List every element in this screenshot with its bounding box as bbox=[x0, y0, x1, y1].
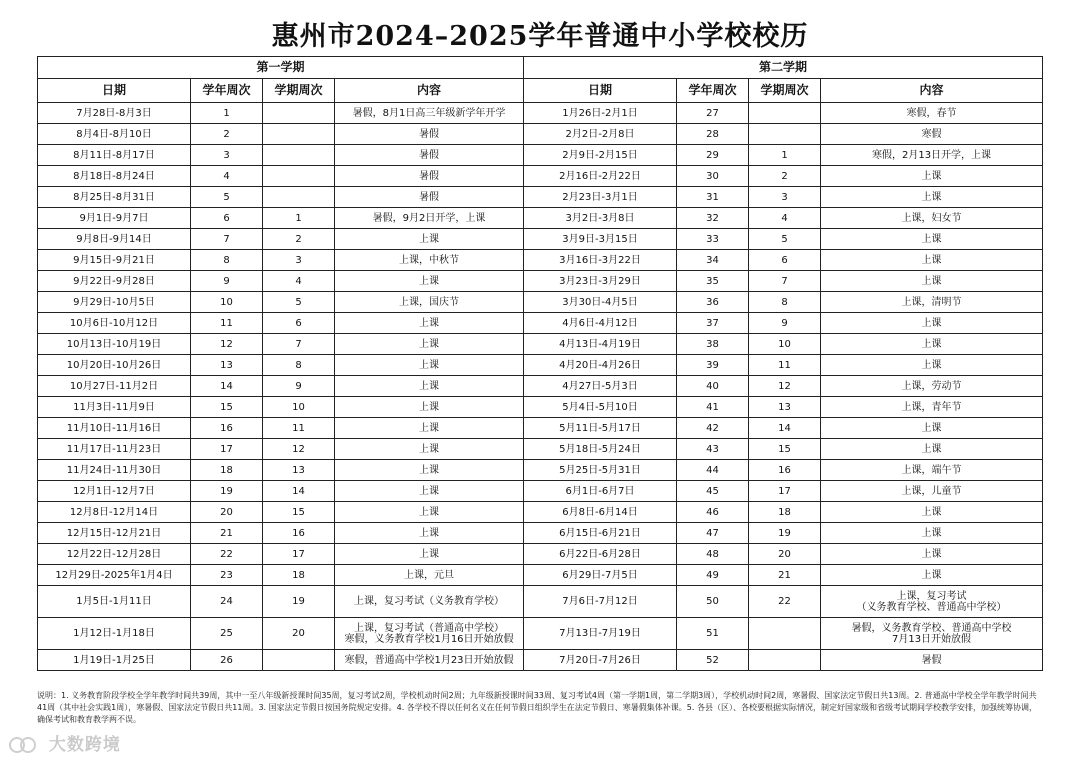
table-row bbox=[38, 460, 1043, 481]
cell-content-2: 上课，复习考试 （义务教育学校、普通高中学校） bbox=[821, 586, 1043, 618]
cell-year-week-1: 2 bbox=[191, 124, 263, 145]
cell-content-2: 暑假，义务教育学校、普通高中学校 7月13日开始放假 bbox=[821, 618, 1043, 650]
cell-year-week-2: 33 bbox=[677, 229, 749, 250]
cell-year-week-1: 25 bbox=[191, 618, 263, 650]
cell-date-2: 6月15日-6月21日 bbox=[524, 523, 677, 544]
cell-term-week-1: 4 bbox=[263, 271, 335, 292]
watermark bbox=[8, 730, 121, 755]
cell-year-week-1: 18 bbox=[191, 460, 263, 481]
cell-content-1: 上课 bbox=[335, 376, 524, 397]
cell-date-2: 3月30日-4月5日 bbox=[524, 292, 677, 313]
table-row bbox=[38, 376, 1043, 397]
cell-date-2: 6月22日-6月28日 bbox=[524, 544, 677, 565]
cell-year-week-2: 38 bbox=[677, 334, 749, 355]
cell-term-week-1 bbox=[263, 650, 335, 671]
cell-content-2: 上课 bbox=[821, 544, 1043, 565]
table-row bbox=[38, 523, 1043, 544]
cell-year-week-2: 29 bbox=[677, 145, 749, 166]
cell-date-2: 4月6日-4月12日 bbox=[524, 313, 677, 334]
cell-year-week-2: 34 bbox=[677, 250, 749, 271]
cell-content-2: 上课 bbox=[821, 439, 1043, 460]
cell-date-2: 6月8日-6月14日 bbox=[524, 502, 677, 523]
cell-content-2: 上课，清明节 bbox=[821, 292, 1043, 313]
school-calendar-table bbox=[37, 56, 1043, 671]
cell-term-week-2: 2 bbox=[749, 166, 821, 187]
cell-year-week-1: 6 bbox=[191, 208, 263, 229]
cell-year-week-1: 16 bbox=[191, 418, 263, 439]
notes: 说明：1. 义务教育阶段学校全学年教学时间共39周，其中一至八年级新授课时间35周，复习考试2周，学校机动时间2周；九年级新授课时间33周、复习考试4周（第一学期1周，第二学期3周），学校机动时间2周，寒暑假、国家法定节假日共13周。2. 普通高中学校全学年教学时间共41周（其中社会实践1周），寒暑假、国家法定节假日共11周。3. 国家法定节假日按国务院规定安排。4. 各学校不得以任何名义在任何节假日组织学生在法定节假日、寒暑假集体补课。5. 各县（区）、各校要根据实际情况，制定好国家级和省级考试期间学校教学安排，加强统筹协调，确保考试和教育教学两不误。 bbox=[37, 691, 1037, 724]
cell-term-week-2: 6 bbox=[749, 250, 821, 271]
cell-date-1: 1月19日-1月25日 bbox=[38, 650, 191, 671]
cell-term-week-1 bbox=[263, 103, 335, 124]
cell-year-week-1: 5 bbox=[191, 187, 263, 208]
cell-date-2: 7月13日-7月19日 bbox=[524, 618, 677, 650]
cell-year-week-2: 47 bbox=[677, 523, 749, 544]
col-year-week-2: 学年周次 bbox=[677, 79, 749, 103]
table-row bbox=[38, 124, 1043, 145]
cell-date-1: 10月20日-10月26日 bbox=[38, 355, 191, 376]
cell-year-week-1: 26 bbox=[191, 650, 263, 671]
cell-year-week-2: 50 bbox=[677, 586, 749, 618]
cell-content-2: 暑假 bbox=[821, 650, 1043, 671]
cell-date-1: 7月28日-8月3日 bbox=[38, 103, 191, 124]
cell-year-week-2: 32 bbox=[677, 208, 749, 229]
logo-icon bbox=[8, 735, 38, 755]
cell-date-1: 12月1日-12月7日 bbox=[38, 481, 191, 502]
cell-content-1: 上课 bbox=[335, 229, 524, 250]
cell-year-week-1: 7 bbox=[191, 229, 263, 250]
cell-date-2: 3月16日-3月22日 bbox=[524, 250, 677, 271]
cell-content-2: 上课 bbox=[821, 418, 1043, 439]
cell-year-week-1: 4 bbox=[191, 166, 263, 187]
table-row bbox=[38, 439, 1043, 460]
cell-year-week-2: 48 bbox=[677, 544, 749, 565]
cell-date-2: 5月4日-5月10日 bbox=[524, 397, 677, 418]
cell-date-1: 8月4日-8月10日 bbox=[38, 124, 191, 145]
cell-content-1: 上课 bbox=[335, 502, 524, 523]
cell-content-2: 上课 bbox=[821, 565, 1043, 586]
cell-date-1: 9月8日-9月14日 bbox=[38, 229, 191, 250]
cell-date-2: 3月2日-3月8日 bbox=[524, 208, 677, 229]
cell-year-week-1: 3 bbox=[191, 145, 263, 166]
page-title: 惠州市2024–2025学年普通中小学校校历 bbox=[271, 21, 809, 52]
cell-content-1: 上课 bbox=[335, 418, 524, 439]
cell-term-week-1 bbox=[263, 145, 335, 166]
cell-year-week-2: 41 bbox=[677, 397, 749, 418]
cell-year-week-1: 20 bbox=[191, 502, 263, 523]
table-row bbox=[38, 187, 1043, 208]
cell-year-week-2: 45 bbox=[677, 481, 749, 502]
cell-year-week-1: 14 bbox=[191, 376, 263, 397]
cell-date-1: 1月5日-1月11日 bbox=[38, 586, 191, 618]
cell-term-week-2 bbox=[749, 650, 821, 671]
cell-year-week-2: 37 bbox=[677, 313, 749, 334]
cell-term-week-2: 8 bbox=[749, 292, 821, 313]
cell-year-week-1: 23 bbox=[191, 565, 263, 586]
cell-date-2: 3月23日-3月29日 bbox=[524, 271, 677, 292]
cell-date-2: 6月29日-7月5日 bbox=[524, 565, 677, 586]
cell-year-week-1: 24 bbox=[191, 586, 263, 618]
cell-term-week-2: 4 bbox=[749, 208, 821, 229]
cell-content-1: 暑假 bbox=[335, 124, 524, 145]
cell-date-2: 6月1日-6月7日 bbox=[524, 481, 677, 502]
cell-date-1: 11月17日-11月23日 bbox=[38, 439, 191, 460]
cell-year-week-1: 19 bbox=[191, 481, 263, 502]
table-row bbox=[38, 502, 1043, 523]
cell-date-1: 11月10日-11月16日 bbox=[38, 418, 191, 439]
table-row bbox=[38, 418, 1043, 439]
semester1-header: 第一学期 bbox=[38, 57, 524, 79]
cell-term-week-1 bbox=[263, 166, 335, 187]
cell-date-1: 9月22日-9月28日 bbox=[38, 271, 191, 292]
cell-term-week-1: 5 bbox=[263, 292, 335, 313]
col-content-2: 内容 bbox=[821, 79, 1043, 103]
cell-term-week-1 bbox=[263, 124, 335, 145]
cell-date-2: 5月11日-5月17日 bbox=[524, 418, 677, 439]
cell-term-week-1: 11 bbox=[263, 418, 335, 439]
cell-date-1: 9月15日-9月21日 bbox=[38, 250, 191, 271]
cell-term-week-2: 21 bbox=[749, 565, 821, 586]
cell-year-week-2: 35 bbox=[677, 271, 749, 292]
cell-year-week-2: 46 bbox=[677, 502, 749, 523]
cell-term-week-2: 9 bbox=[749, 313, 821, 334]
cell-term-week-1: 17 bbox=[263, 544, 335, 565]
cell-content-1: 上课 bbox=[335, 544, 524, 565]
cell-year-week-1: 11 bbox=[191, 313, 263, 334]
cell-year-week-1: 12 bbox=[191, 334, 263, 355]
cell-year-week-2: 44 bbox=[677, 460, 749, 481]
table-row bbox=[38, 208, 1043, 229]
cell-term-week-2 bbox=[749, 618, 821, 650]
cell-year-week-1: 10 bbox=[191, 292, 263, 313]
cell-year-week-1: 15 bbox=[191, 397, 263, 418]
cell-content-2: 上课 bbox=[821, 187, 1043, 208]
cell-content-1: 暑假 bbox=[335, 166, 524, 187]
cell-term-week-1: 8 bbox=[263, 355, 335, 376]
cell-date-2: 5月18日-5月24日 bbox=[524, 439, 677, 460]
cell-content-1: 上课 bbox=[335, 397, 524, 418]
cell-date-1: 8月11日-8月17日 bbox=[38, 145, 191, 166]
cell-term-week-2: 5 bbox=[749, 229, 821, 250]
cell-content-1: 上课，元旦 bbox=[335, 565, 524, 586]
cell-content-2: 寒假 bbox=[821, 124, 1043, 145]
cell-year-week-1: 1 bbox=[191, 103, 263, 124]
cell-year-week-2: 28 bbox=[677, 124, 749, 145]
cell-term-week-1: 3 bbox=[263, 250, 335, 271]
cell-term-week-1: 14 bbox=[263, 481, 335, 502]
cell-date-1: 10月6日-10月12日 bbox=[38, 313, 191, 334]
cell-content-1: 上课 bbox=[335, 523, 524, 544]
col-term-week-2: 学期周次 bbox=[749, 79, 821, 103]
cell-year-week-2: 52 bbox=[677, 650, 749, 671]
cell-content-1: 上课 bbox=[335, 439, 524, 460]
cell-date-2: 1月26日-2月1日 bbox=[524, 103, 677, 124]
cell-term-week-1: 16 bbox=[263, 523, 335, 544]
cell-term-week-2: 14 bbox=[749, 418, 821, 439]
table-row bbox=[38, 145, 1043, 166]
table-row bbox=[38, 334, 1043, 355]
cell-content-1: 寒假，普通高中学校1月23日开始放假 bbox=[335, 650, 524, 671]
cell-date-2: 4月13日-4月19日 bbox=[524, 334, 677, 355]
semester2-header: 第二学期 bbox=[524, 57, 1043, 79]
table-row bbox=[38, 397, 1043, 418]
cell-date-1: 12月29日-2025年1月4日 bbox=[38, 565, 191, 586]
table-row bbox=[38, 544, 1043, 565]
cell-term-week-1 bbox=[263, 187, 335, 208]
cell-term-week-2: 12 bbox=[749, 376, 821, 397]
table-row bbox=[38, 103, 1043, 124]
cell-date-1: 12月15日-12月21日 bbox=[38, 523, 191, 544]
cell-date-2: 2月9日-2月15日 bbox=[524, 145, 677, 166]
cell-date-1: 9月29日-10月5日 bbox=[38, 292, 191, 313]
cell-content-1: 上课 bbox=[335, 460, 524, 481]
table-row bbox=[38, 166, 1043, 187]
cell-term-week-2: 10 bbox=[749, 334, 821, 355]
cell-date-2: 2月16日-2月22日 bbox=[524, 166, 677, 187]
cell-content-2: 上课 bbox=[821, 250, 1043, 271]
cell-term-week-2 bbox=[749, 103, 821, 124]
table-row bbox=[38, 292, 1043, 313]
cell-term-week-2: 3 bbox=[749, 187, 821, 208]
cell-date-2: 2月2日-2月8日 bbox=[524, 124, 677, 145]
cell-content-2: 寒假，2月13日开学，上课 bbox=[821, 145, 1043, 166]
table-row bbox=[38, 229, 1043, 250]
col-date-2: 日期 bbox=[524, 79, 677, 103]
cell-term-week-2: 1 bbox=[749, 145, 821, 166]
col-date-1: 日期 bbox=[38, 79, 191, 103]
cell-content-2: 上课 bbox=[821, 313, 1043, 334]
cell-content-1: 上课 bbox=[335, 481, 524, 502]
cell-date-1: 1月12日-1月18日 bbox=[38, 618, 191, 650]
col-year-week-1: 学年周次 bbox=[191, 79, 263, 103]
cell-term-week-1: 12 bbox=[263, 439, 335, 460]
cell-date-1: 10月27日-11月2日 bbox=[38, 376, 191, 397]
cell-term-week-1: 6 bbox=[263, 313, 335, 334]
cell-term-week-1: 13 bbox=[263, 460, 335, 481]
cell-year-week-1: 17 bbox=[191, 439, 263, 460]
cell-term-week-1: 10 bbox=[263, 397, 335, 418]
cell-content-2: 上课 bbox=[821, 334, 1043, 355]
cell-content-1: 上课，中秋节 bbox=[335, 250, 524, 271]
table-row bbox=[38, 618, 1043, 650]
cell-content-1: 暑假 bbox=[335, 187, 524, 208]
table-row bbox=[38, 565, 1043, 586]
cell-content-1: 暑假，9月2日开学，上课 bbox=[335, 208, 524, 229]
cell-term-week-1: 15 bbox=[263, 502, 335, 523]
cell-content-1: 上课 bbox=[335, 313, 524, 334]
cell-content-2: 寒假，春节 bbox=[821, 103, 1043, 124]
cell-content-1: 上课，复习考试（义务教育学校） bbox=[335, 586, 524, 618]
cell-year-week-2: 42 bbox=[677, 418, 749, 439]
cell-year-week-1: 13 bbox=[191, 355, 263, 376]
cell-year-week-2: 27 bbox=[677, 103, 749, 124]
cell-term-week-1: 18 bbox=[263, 565, 335, 586]
cell-content-2: 上课，劳动节 bbox=[821, 376, 1043, 397]
cell-content-2: 上课 bbox=[821, 229, 1043, 250]
cell-date-2: 3月9日-3月15日 bbox=[524, 229, 677, 250]
cell-year-week-2: 51 bbox=[677, 618, 749, 650]
cell-year-week-1: 22 bbox=[191, 544, 263, 565]
cell-date-2: 4月27日-5月3日 bbox=[524, 376, 677, 397]
cell-date-2: 7月6日-7月12日 bbox=[524, 586, 677, 618]
cell-term-week-2: 7 bbox=[749, 271, 821, 292]
cell-content-1: 上课 bbox=[335, 334, 524, 355]
calendar-body bbox=[38, 103, 1043, 671]
cell-year-week-1: 9 bbox=[191, 271, 263, 292]
cell-year-week-2: 40 bbox=[677, 376, 749, 397]
table-row bbox=[38, 313, 1043, 334]
cell-content-2: 上课，青年节 bbox=[821, 397, 1043, 418]
cell-content-2: 上课 bbox=[821, 271, 1043, 292]
cell-date-1: 8月25日-8月31日 bbox=[38, 187, 191, 208]
cell-content-2: 上课，端午节 bbox=[821, 460, 1043, 481]
cell-term-week-2: 13 bbox=[749, 397, 821, 418]
cell-date-2: 2月23日-3月1日 bbox=[524, 187, 677, 208]
cell-content-1: 上课，国庆节 bbox=[335, 292, 524, 313]
cell-term-week-2: 18 bbox=[749, 502, 821, 523]
cell-year-week-2: 39 bbox=[677, 355, 749, 376]
cell-content-2: 上课，妇女节 bbox=[821, 208, 1043, 229]
cell-content-1: 上课 bbox=[335, 355, 524, 376]
cell-date-1: 12月8日-12月14日 bbox=[38, 502, 191, 523]
cell-term-week-2 bbox=[749, 124, 821, 145]
cell-term-week-2: 17 bbox=[749, 481, 821, 502]
cell-term-week-1: 2 bbox=[263, 229, 335, 250]
cell-year-week-1: 8 bbox=[191, 250, 263, 271]
cell-year-week-2: 31 bbox=[677, 187, 749, 208]
cell-year-week-2: 49 bbox=[677, 565, 749, 586]
cell-content-1: 暑假 bbox=[335, 145, 524, 166]
col-content-1: 内容 bbox=[335, 79, 524, 103]
table-row bbox=[38, 355, 1043, 376]
cell-term-week-1: 1 bbox=[263, 208, 335, 229]
cell-date-1: 10月13日-10月19日 bbox=[38, 334, 191, 355]
table-row bbox=[38, 271, 1043, 292]
cell-date-2: 7月20日-7月26日 bbox=[524, 650, 677, 671]
cell-year-week-2: 30 bbox=[677, 166, 749, 187]
cell-term-week-1: 9 bbox=[263, 376, 335, 397]
col-term-week-1: 学期周次 bbox=[263, 79, 335, 103]
cell-year-week-2: 36 bbox=[677, 292, 749, 313]
cell-term-week-2: 15 bbox=[749, 439, 821, 460]
cell-date-1: 11月24日-11月30日 bbox=[38, 460, 191, 481]
cell-term-week-2: 20 bbox=[749, 544, 821, 565]
cell-term-week-2: 16 bbox=[749, 460, 821, 481]
cell-date-1: 12月22日-12月28日 bbox=[38, 544, 191, 565]
cell-content-1: 上课 bbox=[335, 271, 524, 292]
cell-year-week-2: 43 bbox=[677, 439, 749, 460]
cell-date-1: 9月1日-9月7日 bbox=[38, 208, 191, 229]
table-row bbox=[38, 250, 1043, 271]
cell-date-2: 4月20日-4月26日 bbox=[524, 355, 677, 376]
cell-content-2: 上课 bbox=[821, 502, 1043, 523]
cell-content-1: 暑假，8月1日高三年级新学年开学 bbox=[335, 103, 524, 124]
cell-term-week-1: 20 bbox=[263, 618, 335, 650]
cell-date-2: 5月25日-5月31日 bbox=[524, 460, 677, 481]
cell-content-2: 上课 bbox=[821, 166, 1043, 187]
table-row bbox=[38, 481, 1043, 502]
cell-content-2: 上课 bbox=[821, 355, 1043, 376]
cell-content-2: 上课 bbox=[821, 523, 1043, 544]
cell-content-1: 上课，复习考试（普通高中学校） 寒假，义务教育学校1月16日开始放假 bbox=[335, 618, 524, 650]
cell-date-1: 11月3日-11月9日 bbox=[38, 397, 191, 418]
table-row bbox=[38, 586, 1043, 618]
cell-date-1: 8月18日-8月24日 bbox=[38, 166, 191, 187]
cell-term-week-2: 19 bbox=[749, 523, 821, 544]
watermark-text: 大数跨境 bbox=[48, 735, 121, 755]
cell-year-week-1: 21 bbox=[191, 523, 263, 544]
table-row bbox=[38, 650, 1043, 671]
cell-term-week-1: 19 bbox=[263, 586, 335, 618]
cell-term-week-2: 22 bbox=[749, 586, 821, 618]
cell-term-week-2: 11 bbox=[749, 355, 821, 376]
cell-content-2: 上课，儿童节 bbox=[821, 481, 1043, 502]
cell-term-week-1: 7 bbox=[263, 334, 335, 355]
